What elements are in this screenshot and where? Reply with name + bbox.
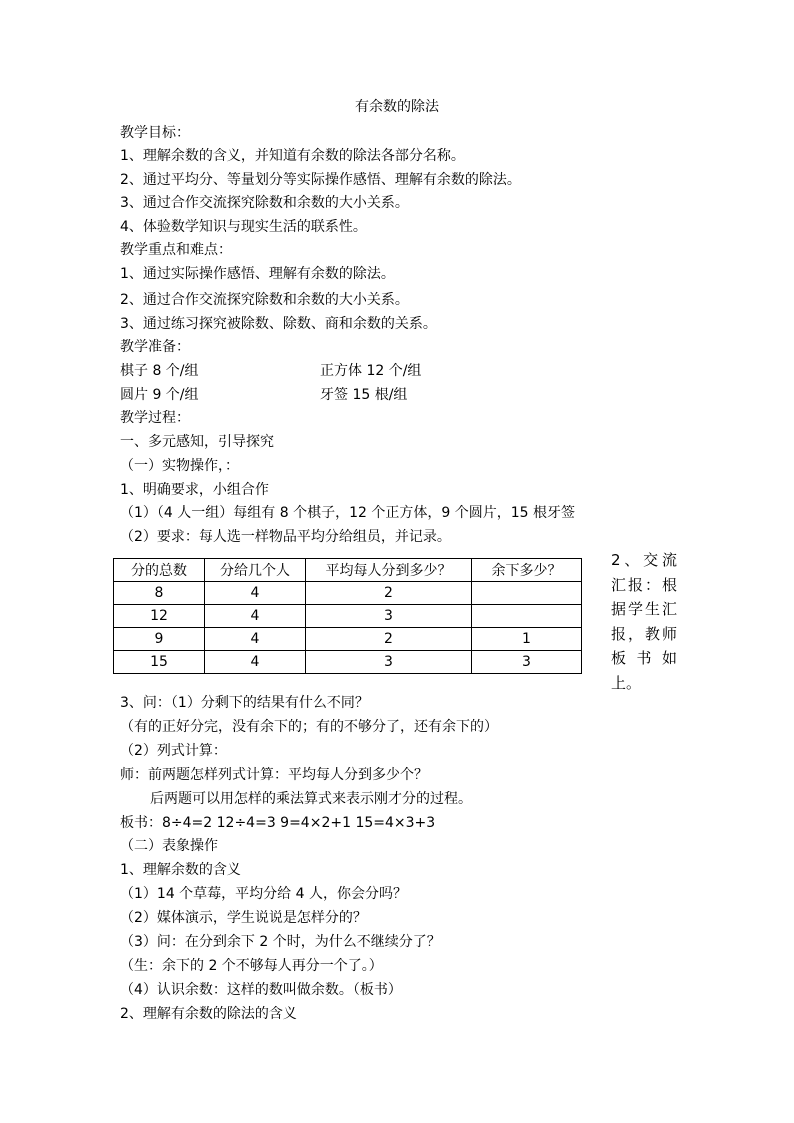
key-point: 1、通过实际操作感悟、理解有余数的除法。: [120, 266, 395, 282]
step-heading: 1、理解余数的含义: [120, 862, 241, 878]
key-heading: 教学重点和难点：: [120, 242, 232, 258]
table-header-cell: 平均每人分到多少？: [306, 559, 472, 582]
table-row: [114, 605, 582, 628]
answer-line: （生：余下的 2 个不够每人再分一个了。）: [120, 958, 383, 974]
table-header-cell: 分的总数: [114, 559, 205, 582]
goal-item: 1、理解余数的含义，并知道有余数的除法各部分名称。: [120, 148, 465, 164]
key-point: 2、通过合作交流探究除数和余数的大小关系。: [120, 292, 409, 308]
table-row: [114, 582, 582, 605]
requirement-line: （1）（4 人一组）每组有 8 个棋子，12 个正方体，9 个圆片，15 根牙签: [120, 505, 575, 521]
answer-line: （有的正好分完，没有余下的；有的不够分了，还有余下的）: [120, 719, 498, 735]
step-line: （3）问：在分到余下 2 个时，为什么不继续分了？: [120, 934, 441, 950]
step-line: （1）14 个草莓，平均分给 4 人，你会分吗？: [120, 886, 407, 902]
table-cell: 2: [306, 582, 472, 605]
table-cell: 4: [205, 582, 306, 605]
table-row: [114, 651, 582, 674]
side-note: 2、交流汇报：根据学生汇报，教师板书如上。: [611, 551, 677, 692]
subsection-heading: （一）实物操作，：: [120, 458, 239, 474]
step-heading: 2、理解有余数的除法的含义: [120, 1006, 297, 1022]
goal-item: 3、通过合作交流探究除数和余数的大小关系。: [120, 195, 409, 211]
table-cell: 8: [114, 582, 205, 605]
table-cell: 9: [114, 628, 205, 651]
prep-item: 正方体 12 个/组: [320, 363, 422, 379]
teacher-line: 师：前两题怎样列式计算：平均每人分到多少个？: [120, 767, 428, 783]
step-line: （2）媒体演示，学生说说是怎样分的？: [120, 910, 367, 926]
section-heading: 一、多元感知，引导探究: [120, 434, 274, 450]
table-cell: [472, 605, 582, 628]
requirement-line: （2）要求：每人选一样物品平均分给组员，并记录。: [120, 529, 451, 545]
question-line: 3、问：（1）分剩下的结果有什么不同？: [120, 695, 369, 711]
table-cell: 12: [114, 605, 205, 628]
table-cell: 15: [114, 651, 205, 674]
table-cell: 3: [306, 651, 472, 674]
table-cell: 1: [472, 628, 582, 651]
table-cell: 4: [205, 605, 306, 628]
board-line: 板书：8÷4=2 12÷4=3 9=4×2+1 15=4×3+3: [120, 815, 436, 831]
prep-heading: 教学准备：: [120, 339, 190, 355]
record-table: [113, 558, 582, 674]
table-header-cell: 余下多少？: [472, 559, 582, 582]
calc-line: （2）列式计算：: [120, 743, 227, 759]
step-line: （4）认识余数：这样的数叫做余数。（板书）: [120, 982, 402, 998]
teacher-line: 后两题可以用怎样的乘法算式来表示刚才分的过程。: [150, 791, 472, 807]
table-header-cell: 分给几个人: [205, 559, 306, 582]
table-cell: [472, 582, 582, 605]
step-heading: 1、明确要求，小组合作: [120, 482, 269, 498]
goal-item: 2、通过平均分、等量划分等实际操作感悟、理解有余数的除法。: [120, 172, 521, 188]
table-cell: 4: [205, 628, 306, 651]
table-cell: 3: [306, 605, 472, 628]
key-point: 3、通过练习探究被除数、除数、商和余数的关系。: [120, 316, 437, 332]
table-cell: 4: [205, 651, 306, 674]
prep-item: 牙签 15 根/组: [320, 387, 408, 403]
table-row: [114, 628, 582, 651]
page-title: 有余数的除法: [355, 99, 439, 115]
prep-item: 圆片 9 个/组: [120, 387, 199, 403]
subsection-heading: （二）表象操作: [120, 838, 218, 854]
table-cell: 3: [472, 651, 582, 674]
goal-item: 4、体验数学知识与现实生活的联系性。: [120, 219, 367, 235]
goals-heading: 教学目标：: [120, 125, 190, 141]
table-header-row: [114, 559, 582, 582]
prep-item: 棋子 8 个/组: [120, 363, 199, 379]
process-heading: 教学过程：: [120, 410, 190, 426]
table-cell: 2: [306, 628, 472, 651]
